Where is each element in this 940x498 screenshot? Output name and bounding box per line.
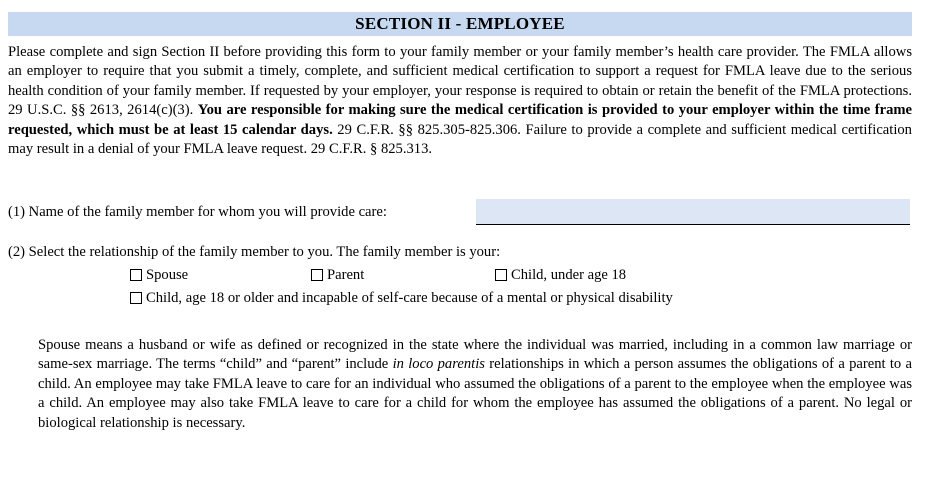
parent-option[interactable] xyxy=(311,265,364,285)
spouse-label: Spouse xyxy=(146,267,189,283)
definition-text: Spouse means a husband or wife as defined or recognized in the state where the individual was married, including in a common law marriage or same-sex marriage. The terms “child” and “parent” include xyxy=(38,337,912,373)
child-18-older-option[interactable] xyxy=(130,288,673,308)
child-under-18-option[interactable] xyxy=(495,265,626,285)
question-2-label: (2) Select the relationship of the family member to you. The family member is your: xyxy=(8,244,501,260)
intro-paragraph xyxy=(8,43,912,159)
child-18-older-label: Child, age 18 or older and incapable of self-care because of a mental or physical disability xyxy=(146,290,673,306)
spouse-option[interactable] xyxy=(130,265,188,285)
spouse-checkbox[interactable] xyxy=(130,269,142,281)
section-header: SECTION II - EMPLOYEE xyxy=(8,12,912,36)
question-1-label: (1) Name of the family member for whom you will provide care: xyxy=(8,204,387,220)
definition-text-after: relationships in which a person assumes the obligations of a parent to a child. An employee may take FMLA leave to care for an individual who assumed the obligations of a parent to the employee when the employee was a child. An employee may also take FMLA leave to care for a child for whom the employee has assumed the obligations of a parent. No legal or biological relationship is necessary. xyxy=(38,356,912,431)
family-member-name-field[interactable] xyxy=(476,199,910,225)
intro-bold-text: You are responsible for making sure the medical certification is provided to your employer within the time frame requested, which must be at least 15 calendar days. xyxy=(8,102,912,138)
intro-text: Please complete and sign Section II before providing this form to your family member or your family member’s health care provider. The FMLA allows an employer to require that you submit a timely, complete, and sufficient medical certification to support a request for FMLA leave due to the serious health condition of your family member. If requested by your employer, your response is required to obtain or retain the benefit of the FMLA protections. 29 U.S.C. §§ 2613, 2614(c)(3). xyxy=(8,44,912,119)
child-18-older-checkbox[interactable] xyxy=(130,292,142,304)
definition-italic-term: in loco parentis xyxy=(392,356,485,373)
child-under-18-label: Child, under age 18 xyxy=(511,267,627,283)
relationship-definition xyxy=(38,336,912,433)
intro-text-after: 29 C.F.R. §§ 825.305-825.306. Failure to provide a complete and sufficient medical certification may result in a denial of your FMLA leave request. 29 C.F.R. § 825.313. xyxy=(8,121,912,158)
parent-label: Parent xyxy=(327,267,365,283)
question-1 xyxy=(8,199,912,225)
parent-checkbox[interactable] xyxy=(311,269,323,281)
child-under-18-checkbox[interactable] xyxy=(495,269,507,281)
